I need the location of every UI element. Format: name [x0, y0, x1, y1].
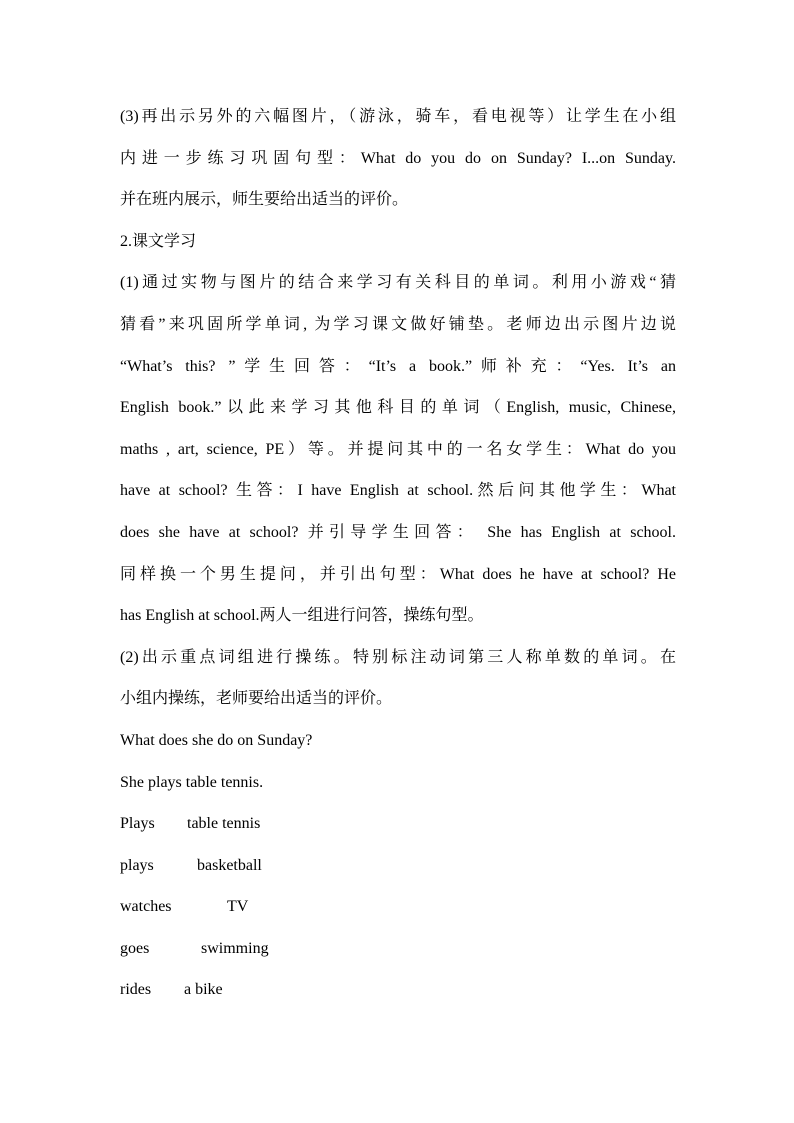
phrase-verb: plays [120, 856, 154, 874]
phrase-row [120, 886, 676, 928]
phrase-object: swimming [201, 939, 269, 957]
paragraph-2-line-1: (2)出示重点词组进行操练。特别标注动词第三人称单数的单词。在 [120, 648, 676, 666]
paragraph-3-line-2: 内进一步练习巩固句型：What do you do on Sunday? I...on Sunday. [120, 149, 676, 167]
phrase-verb: Plays [120, 815, 155, 833]
phrase-verb: goes [120, 939, 150, 957]
paragraph-1-line-4: English book.”以此来学习其他科目的单词（English, music, Chinese, [120, 399, 676, 417]
phrase-row [120, 928, 676, 970]
phrase-verb: rides [120, 981, 152, 999]
section-heading-2: 2.课文学习 [120, 232, 197, 250]
paragraph-1-line-6: have at school? 生答：I have English at school.然后问其他学生：What [120, 482, 676, 500]
paragraph-3-line-3: 并在班内展示，师生要给出适当的评价。 [120, 191, 409, 209]
paragraph-1-line-8: 同样换一个男生提问，并引出句型：What does he have at school? He [120, 565, 676, 583]
example-answer: She plays table tennis. [120, 773, 264, 791]
phrase-row [120, 969, 676, 1011]
example-question: What does she do on Sunday? [120, 731, 313, 749]
paragraph-1-line-1: (1)通过实物与图片的结合来学习有关科目的单词。利用小游戏“猜 [120, 274, 676, 292]
document-body [120, 96, 676, 1011]
paragraph-1-line-3: “What’s this? ”学生回答：“It’s a book.”师补充：“Yes. It’s an [120, 357, 676, 375]
paragraph-1-line-2: 猜看”来巩固所学单词, 为学习课文做好铺垫。老师边出示图片边说 [120, 315, 676, 333]
phrase-verb: watches [120, 898, 172, 916]
paragraph-2-line-2: 小组内操练，老师要给出适当的评价。 [120, 690, 393, 708]
phrase-object: table tennis [187, 815, 261, 833]
paragraph-3-line-1: (3)再出示另外的六幅图片，（游泳，骑车，看电视等）让学生在小组 [120, 108, 676, 125]
paragraph-1-line-5: maths , art, science, PE）等。并提问其中的一名女学生：What do you [120, 440, 676, 458]
phrase-row [120, 845, 676, 887]
phrase-row [120, 803, 676, 845]
phrase-object: a bike [184, 981, 223, 999]
phrase-object: basketball [197, 856, 262, 874]
paragraph-1-line-7: does she have at school? 并引导学生回答： She has English at school. [120, 523, 676, 541]
phrase-object: TV [227, 898, 249, 916]
paragraph-1-line-9: has English at school.两人一组进行问答，操练句型。 [120, 607, 484, 625]
